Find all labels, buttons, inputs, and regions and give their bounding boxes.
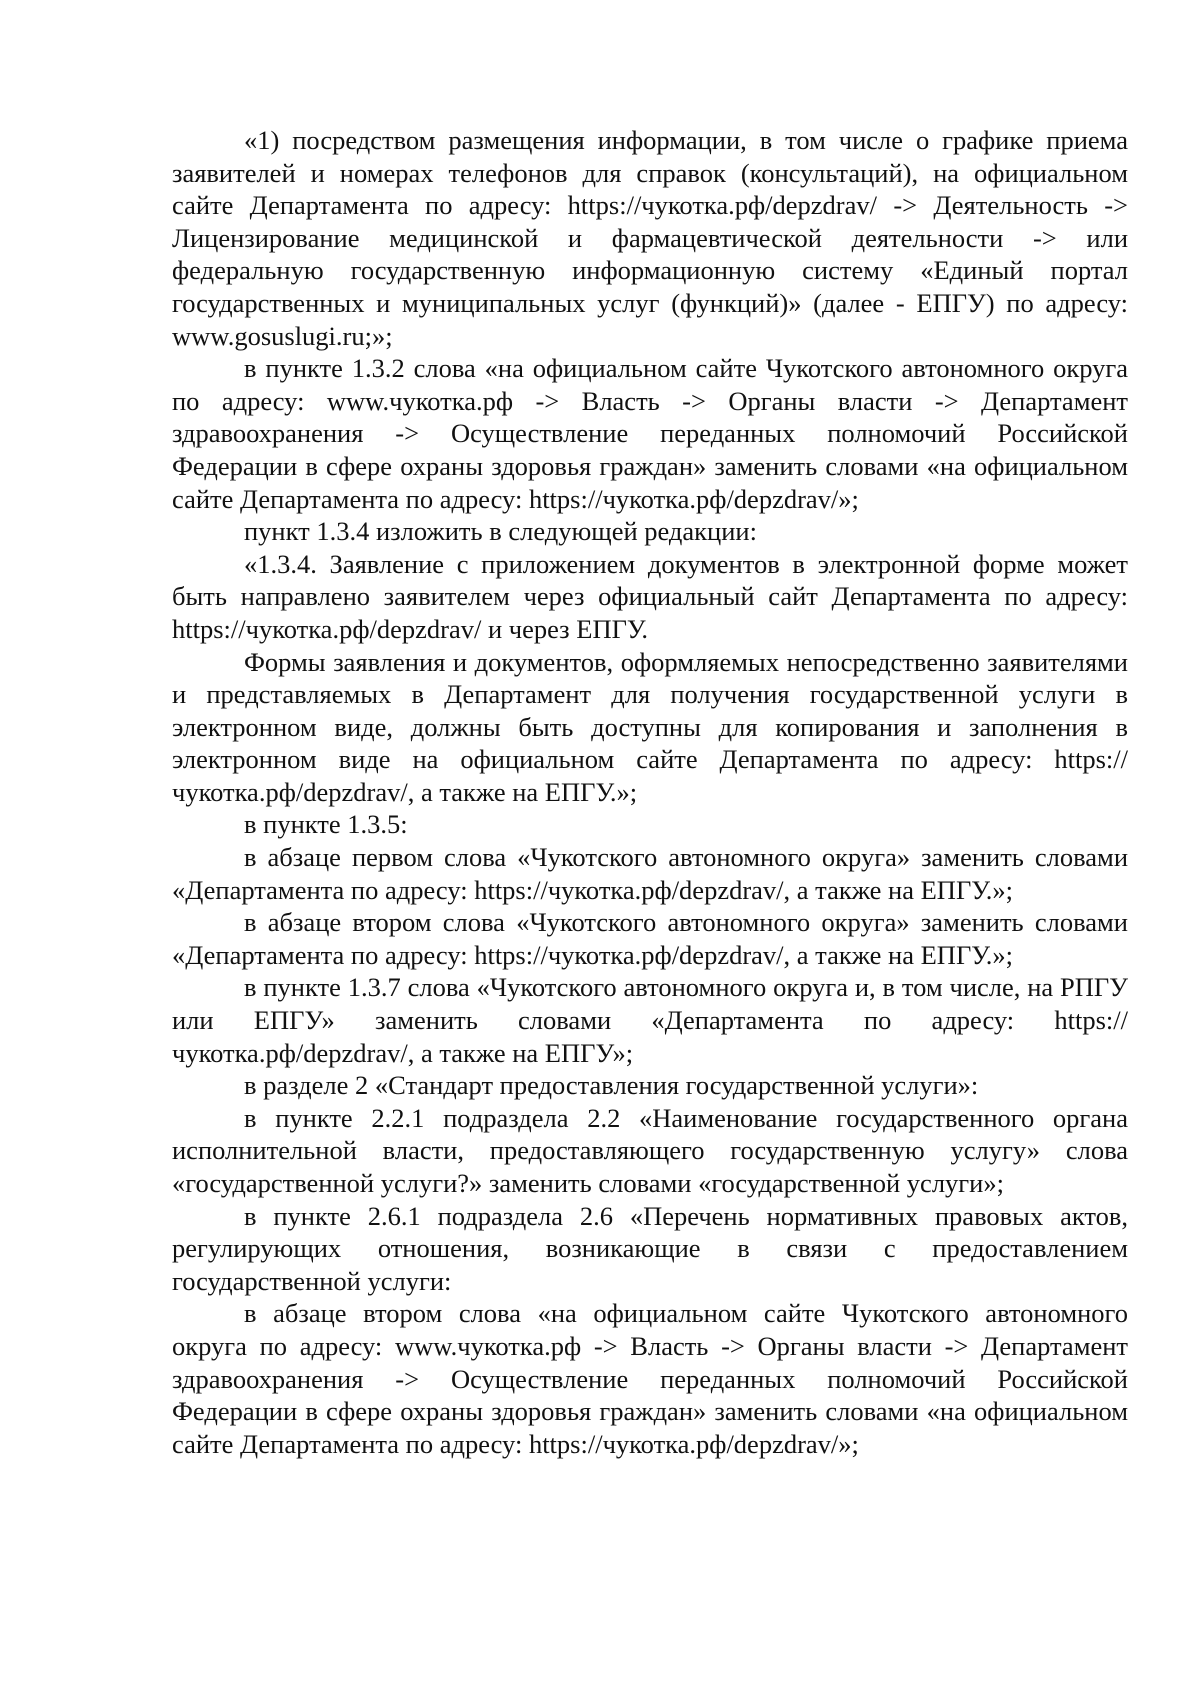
paragraph-4-item-1-3-4-text: «1.3.4. Заявление с приложением документов в электронной форме может быть направлено заявителем через официальный сайт Департамента по адресу: https://чукотка.рф/depzdrav/ и через ЕПГУ. — [172, 548, 1128, 644]
paragraph-7-first-subparagraph: в абзаце первом слова «Чукотского автономного округа» заменить словами «Департамента по адресу: https://чукотка.рф/depzdrav/, а также на ЕПГУ.»; — [172, 842, 1128, 905]
paragraph-10-section-2: в разделе 2 «Стандарт предоставления государственной услуги»: — [244, 1070, 979, 1101]
paragraph-13-second-subparagraph-2-6: в абзаце втором слова «на официальном сайте Чукотского автономного округа по адресу: www.чукотка.рф -> Власть -> Органы власти -> Департамент здравоохранения -> Осуществление переданных полномочий Российской Федерации в сфере охраны здоровья граждан» заменить словами «на официальном сайте Департамента по адресу: https://чукотка.рф/depzdrav/»; — [172, 1298, 1128, 1459]
document-page — [172, 124, 1128, 1460]
paragraph-9-item-1-3-7: в пункте 1.3.7 слова «Чукотского автономного округа и, в том числе, на РПГУ или ЕПГУ» заменить словами «Департамента по адресу: https://чукотка.рф/depzdrav/, а также на ЕПГУ»; — [172, 972, 1128, 1068]
paragraph-8-second-subparagraph: в абзаце втором слова «Чукотского автономного округа» заменить словами «Департамента по адресу: https://чукотка.рф/depzdrav/, а также на ЕПГУ.»; — [172, 907, 1128, 970]
paragraph-6-item-1-3-5: в пункте 1.3.5: — [244, 809, 408, 840]
paragraph-1-informing-method: «1) посредством размещения информации, в том числе о графике приема заявителей и номерах телефонов для справок (консультаций), на официальном сайте Департамента по адресу: https://чукотка.рф/depzdrav/ -> Деятельность -> Лицензирование медицинской и фармацевтической деятельности -> или федеральную государственную информационную систему «Единый портал государственных и муниципальных услуг (функций)» (далее - ЕПГУ) по адресу: www.gosuslugi.ru;»; — [172, 125, 1128, 351]
paragraph-12-item-2-6-1: в пункте 2.6.1 подраздела 2.6 «Перечень нормативных правовых актов, регулирующих отношения, возникающие в связи с предоставлением государственной услуги: — [172, 1200, 1128, 1296]
paragraph-5-forms: Формы заявления и документов, оформляемых непосредственно заявителями и представляемых в Департамент для получения государственной услуги в электронном виде, должны быть доступны для копирования и заполнения в электронном виде на официальном сайте Департамента по адресу: https://чукотка.рф/depzdrav/, а также на ЕПГУ.»; — [172, 646, 1128, 807]
paragraph-11-item-2-2-1: в пункте 2.2.1 подраздела 2.2 «Наименование государственного органа исполнительной власти, предоставляющего государственную услугу» слова «государственной услуги?» заменить словами «государственной услуги»; — [172, 1102, 1128, 1198]
paragraph-3-item-1-3-4-intro: пункт 1.3.4 изложить в следующей редакции: — [244, 516, 757, 547]
paragraph-2-item-1-3-2: в пункте 1.3.2 слова «на официальном сайте Чукотского автономного округа по адресу: www.чукотка.рф -> Власть -> Органы власти -> Департамент здравоохранения -> Осуществление переданных полномочий Российской Федерации в сфере охраны здоровья граждан» заменить словами «на официальном сайте Департамента по адресу: https://чукотка.рф/depzdrav/»; — [172, 353, 1128, 514]
